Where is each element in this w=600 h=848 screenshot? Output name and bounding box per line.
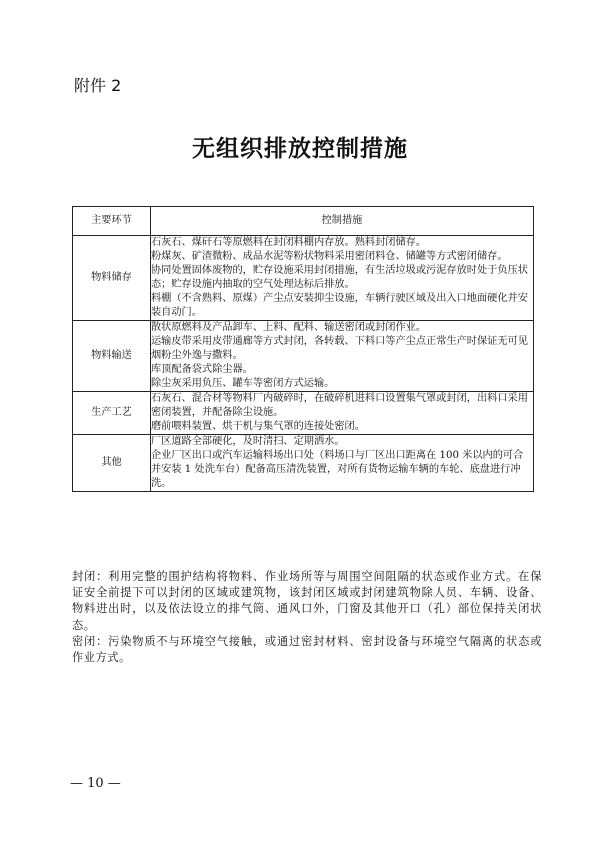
attachment-label: 附件 2	[74, 76, 122, 95]
stage-cell: 其他	[73, 435, 151, 492]
stage-cell: 物料输送	[73, 321, 151, 392]
measure-item: 运输皮带采用皮带通廊等方式封闭，各转载、下料口等产尘点正常生产时保证无可见烟粉尘外逸与撒料。	[151, 336, 528, 361]
header-stage: 主要环节	[73, 207, 151, 236]
measure-item: 厂区道路全部硬化，及时清扫、定期洒水。	[151, 436, 345, 447]
stage-cell: 物料储存	[73, 236, 151, 321]
table-header-row	[73, 207, 534, 236]
note-enclosed-definition: 封闭：利用完整的围护结构将物料、作业场所等与周围空间阻隔的状态或作业方式。在保证安全前提下可以封闭的区域或建筑物，该封闭区域或封闭建筑物除人员、车辆、设备、物料进出时，以及依法设立的排气筒、通风口外，门窗及其他开口（孔）部位保持关闭状态。	[72, 570, 542, 632]
measures-cell	[151, 435, 534, 492]
table-row	[73, 435, 534, 492]
stage-cell: 生产工艺	[73, 392, 151, 435]
measure-item: 库顶配备袋式除尘器。	[151, 364, 253, 375]
measures-cell	[151, 321, 534, 392]
note-sealed-definition: 密闭：污染物质不与环境空气接触，或通过密封材料、密封设备与环境空气隔离的状态或作业方式。	[72, 634, 542, 665]
measures-cell	[151, 236, 534, 321]
measure-item: 石灰石、混合材等物料厂内破碎时，在破碎机进料口设置集气罩或封闭，出料口采用密闭装置，并配备除尘设施。	[151, 393, 528, 418]
table-row	[73, 236, 534, 321]
page-number: — 10 —	[70, 776, 121, 791]
measure-item: 散状原燃料及产品卸车、上料、配料、输送密闭或封闭作业。	[151, 322, 427, 333]
measure-item: 粉煤灰、矿渣微粉、成品水泥等粉状物料采用密闭料仓、储罐等方式密闭储存。	[151, 251, 508, 262]
measure-item: 石灰石、煤矸石等原燃料在封闭料棚内存放。熟料封闭储存。	[151, 237, 427, 248]
definitions-notes	[72, 569, 542, 666]
measure-item: 除尘灰采用负压、罐车等密闭方式运输。	[151, 378, 335, 389]
page-title: 无组织排放控制措施	[192, 136, 408, 162]
table-row	[73, 392, 534, 435]
measures-cell	[151, 392, 534, 435]
measure-item: 料棚（不含熟料、原煤）产尘点安装抑尘设施，车辆行驶区域及出入口地面硬化并安装自动门。	[151, 293, 528, 318]
control-measures-table	[72, 206, 534, 492]
header-measures: 控制措施	[151, 207, 534, 236]
measure-item: 企业厂区出口或汽车运输料场出口处（料场口与厂区出口距离在 100 米以内的可合并安装 1 处洗车台）配备高压清洗装置，对所有货物运输车辆的车轮、底盘进行冲洗。	[151, 450, 524, 489]
measure-item: 磨前喂料装置、烘干机与集气罩的连接处密闭。	[151, 421, 365, 432]
measure-item: 协同处置固体废物的，贮存设施采用封闭措施，有生活垃圾或污泥存放时处于负压状态；贮存设施内抽取的空气处理达标后排放。	[151, 265, 528, 290]
table-row	[73, 321, 534, 392]
